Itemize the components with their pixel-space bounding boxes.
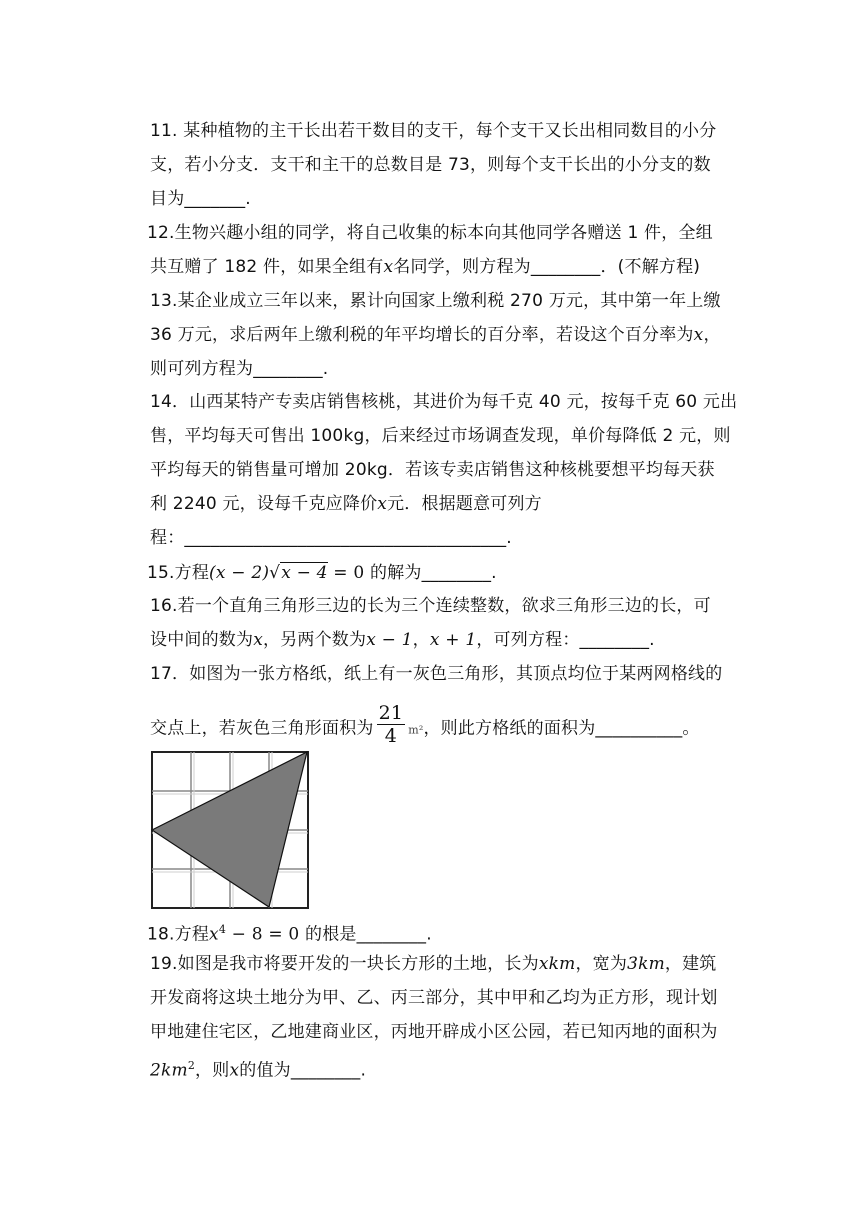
q19-var: x [229,1060,240,1081]
q13-text-b: ， [703,325,721,345]
q14-text-b: 元．根据题意可列方 [387,494,542,514]
q14-line-2: 售，平均每天可售出 100kg，后来经过市场调查发现，单价每降低 2 元，则 [150,426,731,446]
q17-text-a: 交点上，若灰色三角形面积为 [150,718,374,739]
q13-line-1: 13.某企业成立三年以来，累计向国家上缴利税 270 万元，其中第一年上缴 [150,291,721,311]
q15-line [147,562,497,583]
q12-text-a: 共互赠了 182 件，如果全组有 [150,257,384,277]
q13-var: x [693,325,704,345]
q13-text-a: 36 万元，求后两年上缴利税的年平均增长的百分率，若设这个百分率为 [150,325,694,345]
q19-text-d: ，则 [195,1060,230,1081]
q14-line-5: 程：_____________________________________. [150,528,512,548]
q11-line-1: 11. 某种植物的主干长出若干数目的支干，每个支干又长出相同数目的小分 [150,121,717,141]
q15-prefix: 15.方程 [147,563,210,583]
q19-length: xkm [538,954,576,974]
q18-line [147,920,432,945]
q19-width: 3km [627,954,665,974]
q19-line-3: 甲地建住宅区，乙地建商业区，丙地开辟成小区公园，若已知丙地的面积为 [150,1022,718,1042]
q15-eq-b: = 0 [327,563,365,583]
q14-line-3: 平均每天的销售量可增加 20kg．若该专卖店销售这种核桃要想平均每天获 [150,460,715,480]
q19-line-1 [150,954,717,974]
q19-area: 2km [150,1060,188,1081]
q18-suffix: 的根是________. [299,924,432,945]
q16-var: x [253,630,263,650]
q12-line-2 [150,257,700,277]
q14-line-4 [150,494,542,514]
q19-line-2: 开发商将这块土地分为甲、乙、丙三部分，其中甲和乙均为正方形，现计划 [150,988,718,1008]
q14-text-a: 利 2240 元，设每千克应降价 [150,494,378,514]
q19-area-exponent: 2 [187,1059,196,1072]
q16-sep: ， [412,630,430,650]
q15-radicand: x − 4 [281,563,328,583]
q18-eq: − 8 = 0 [226,924,300,945]
q13-line-3: 则可列方程为________. [150,359,329,379]
q14-line-1: 14．山西某特产专卖店销售核桃，其进价为每千克 40 元，按每千克 60 元出 [150,392,738,412]
fraction-numerator: 21 [378,702,404,724]
sqrt-icon: √ [269,563,281,583]
q13-line-2 [150,325,721,345]
q16-line-2 [150,630,655,650]
q17-text-b: ，则此方格纸的面积为__________。 [423,718,700,739]
q16-expr-1: x − 1 [366,630,413,650]
q18-prefix: 18.方程 [147,924,210,945]
q16-text-a: 设中间的数为 [150,630,254,650]
q18-exponent: 4 [218,923,227,936]
q19-line-4 [150,1056,366,1081]
q15-eq-a: (x − 2) [209,563,270,583]
q16-text-c: ，可列方程：________. [476,630,655,650]
q19-text-a: 19.如图是我市将要开发的一块长方形的土地，长为 [150,954,539,974]
q12-text-b: 名同学，则方程为________．(不解方程) [393,257,701,277]
q15-suffix: 的解为________. [364,563,497,583]
q19-text-b: ，宽为 [575,954,628,974]
grid-triangle-figure [150,750,310,910]
q16-expr-2: x + 1 [429,630,477,650]
q19-text-c: ，建筑 [664,954,717,974]
area-fraction [377,702,406,747]
q11-line-3: 目为_______. [150,189,251,209]
q12-var: x [383,257,394,277]
fraction-denominator: 4 [384,725,398,747]
q18-var: x [209,924,219,945]
q14-var: x [377,494,388,514]
q17-line-1: 17．如图为一张方格纸，纸上有一灰色三角形，其顶点均位于某两网格线的 [150,664,723,684]
q11-line-2: 支，若小分支．支干和主干的总数目是 73，则每个支干长出的小分支的数 [150,155,711,175]
q19-text-e: 的值为________. [239,1060,367,1081]
area-unit: m² [408,723,424,737]
q16-line-1: 16.若一个直角三角形三边的长为三个连续整数，欲求三角形三边的长，可 [150,596,711,616]
q16-text-b: ，另两个数为 [263,630,367,650]
q17-line-2 [150,702,700,751]
q12-line-1: 12.生物兴趣小组的同学，将自己收集的标本向其他同学各赠送 1 件，全组 [147,223,713,243]
